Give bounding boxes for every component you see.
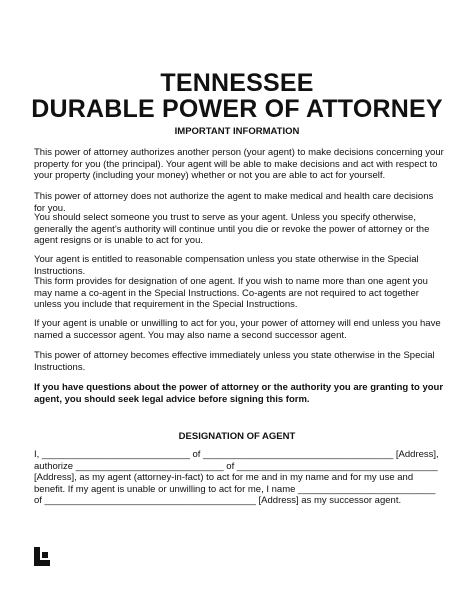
paragraph-effective-date: This power of attorney becomes effective immediately unless you state otherwise in the Special Instructions. [34, 350, 435, 373]
paragraph-agent-selection: You should select someone you trust to serve as your agent. Unless you specify otherwise, generally the agent’s authority will continue until you die or revoke the power of attorney or the agent resigns or is unable to act for you. [34, 212, 430, 247]
document-title-state: TENNESSEE [160, 69, 314, 97]
paragraph-medical-exclusion: This power of attorney does not authorize the agent to make medical and health care decisions for you. [34, 191, 434, 214]
paragraph-legal-advice: If you have questions about the power of attorney or the authority you are granting to your agent, you should seek legal advice before signing this form. [34, 382, 444, 405]
paragraph-successor-agent: If your agent is unable or unwilling to act for you, your power of attorney will end unless you have named a successor agent. You may also name a second successor agent. [34, 318, 441, 341]
legal-templates-logo-icon [34, 547, 50, 566]
paragraph-compensation: Your agent is entitled to reasonable compensation unless you state otherwise in the Special Instructions. [34, 254, 419, 277]
designation-of-agent-text: I, ____________________________ of ____________________________________ [Address], authorize ____________________________ of ______________________________________ [Address], as my agent (attorney-in-fact) to act for me and in my name and for my use and benefit. If my agent is unable or unwilling to act for me, I name __________________________ of ________________________________________ [Address] as my successor agent. [34, 449, 439, 507]
document-title: DURABLE POWER OF ATTORNEY [31, 95, 443, 123]
paragraph-co-agent: This form provides for designation of one agent. If you wish to name more than one agent you may name a co-agent in the Special Instructions. Co-agents are not required to act together unless you include that requirement in the Special Instructions. [34, 276, 428, 311]
important-information-heading: IMPORTANT INFORMATION [174, 126, 300, 137]
designation-of-agent-heading: DESIGNATION OF AGENT [178, 431, 296, 442]
paragraph-authorization: This power of attorney authorizes another person (your agent) to make decisions concerning your property for you (the principal). Your agent will be able to make decisions and act with respect to your property (including your money) whether or not you are able to act for yourself. [34, 147, 444, 182]
